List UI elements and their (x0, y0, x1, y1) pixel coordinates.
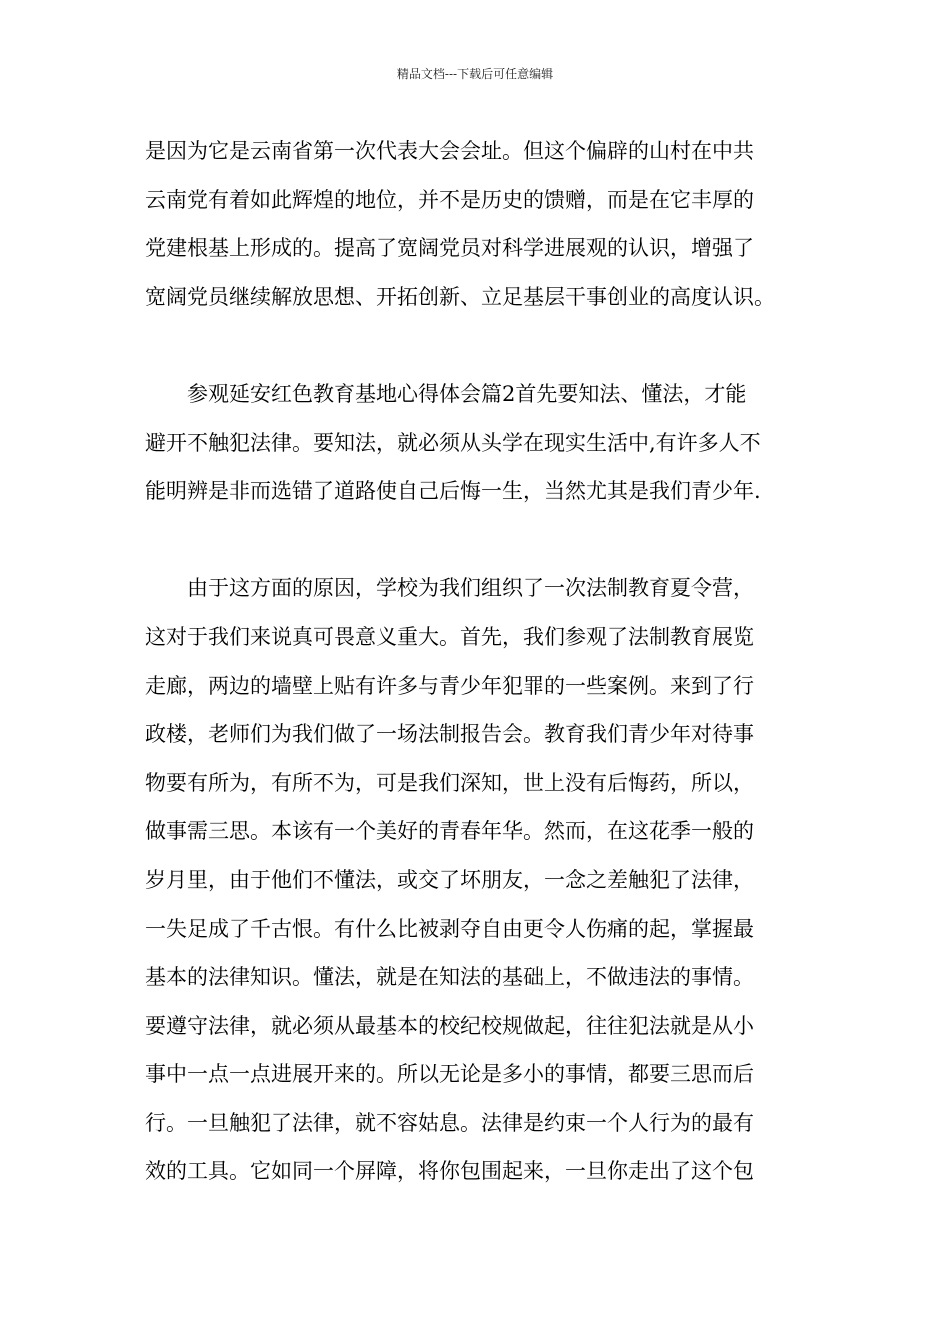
text-line: 岁月里，由于他们不懂法，或交了坏朋友，一念之差触犯了法律， (145, 867, 754, 892)
text-line: 物要有所为，有所不为，可是我们深知，世上没有后悔药，所以， (145, 770, 754, 795)
text-line: 政楼，老师们为我们做了一场法制报告会。教育我们青少年对待事 (145, 722, 754, 747)
text-line: 宽阔党员继续解放思想、开拓创新、立足基层干事创业的高度认识。 (145, 284, 775, 309)
text-line: 行。一旦触犯了法律，就不容姑息。法律是约束一个人行为的最有 (145, 1110, 754, 1135)
text-line: 能明辨是非而选错了道路使自己后悔一生，当然尤其是我们青少年. (145, 479, 761, 504)
text-line: 这对于我们来说真可畏意义重大。首先，我们参观了法制教育展览 (145, 624, 754, 649)
text-line: 做事需三思。本该有一个美好的青春年华。然而，在这花季一般的 (145, 819, 754, 844)
text-line: 走廊，两边的墙壁上贴有许多与青少年犯罪的一些案例。来到了行 (145, 673, 754, 698)
text-line: 云南党有着如此辉煌的地位，并不是历史的馈赠，而是在它丰厚的 (145, 187, 754, 212)
page-header: 精品文档---下载后可任意编辑 (396, 67, 554, 81)
paragraph-2 (145, 374, 817, 520)
paragraph-gap (145, 325, 817, 374)
text-line: 由于这方面的原因，学校为我们组织了一次法制教育夏令营， (187, 576, 754, 601)
text-line: 是因为它是云南省第一次代表大会会址。但这个偏辟的山村在中共 (145, 139, 754, 163)
text-line: 要遵守法律，就必须从最基本的校纪校规做起，往往犯法就是从小 (145, 1013, 754, 1038)
text-line: 基本的法律知识。懂法，就是在知法的基础上，不做违法的事情。 (145, 965, 754, 990)
paragraph-3 (145, 568, 817, 1200)
text-line: 事中一点一点进展开来的。所以无论是多小的事情，都要三思而后 (145, 1062, 754, 1087)
paragraph-1 (145, 131, 817, 325)
document-body (145, 131, 817, 1200)
text-line: 参观延安红色教育基地心得体会篇2首先要知法、懂法，才能 (187, 381, 747, 406)
text-line: 一失足成了千古恨。有什么比被剥夺自由更令人伤痛的起，掌握最 (145, 916, 754, 941)
text-line: 效的工具。它如同一个屏障，将你包围起来，一旦你走出了这个包 (145, 1159, 754, 1184)
paragraph-gap (145, 520, 817, 569)
text-line: 党建根基上形成的。提高了宽阔党员对科学进展观的认识，增强了 (145, 236, 754, 261)
text-line: 避开不触犯法律。要知法，就必须从头学在现实生活中,有许多人不 (145, 430, 761, 455)
